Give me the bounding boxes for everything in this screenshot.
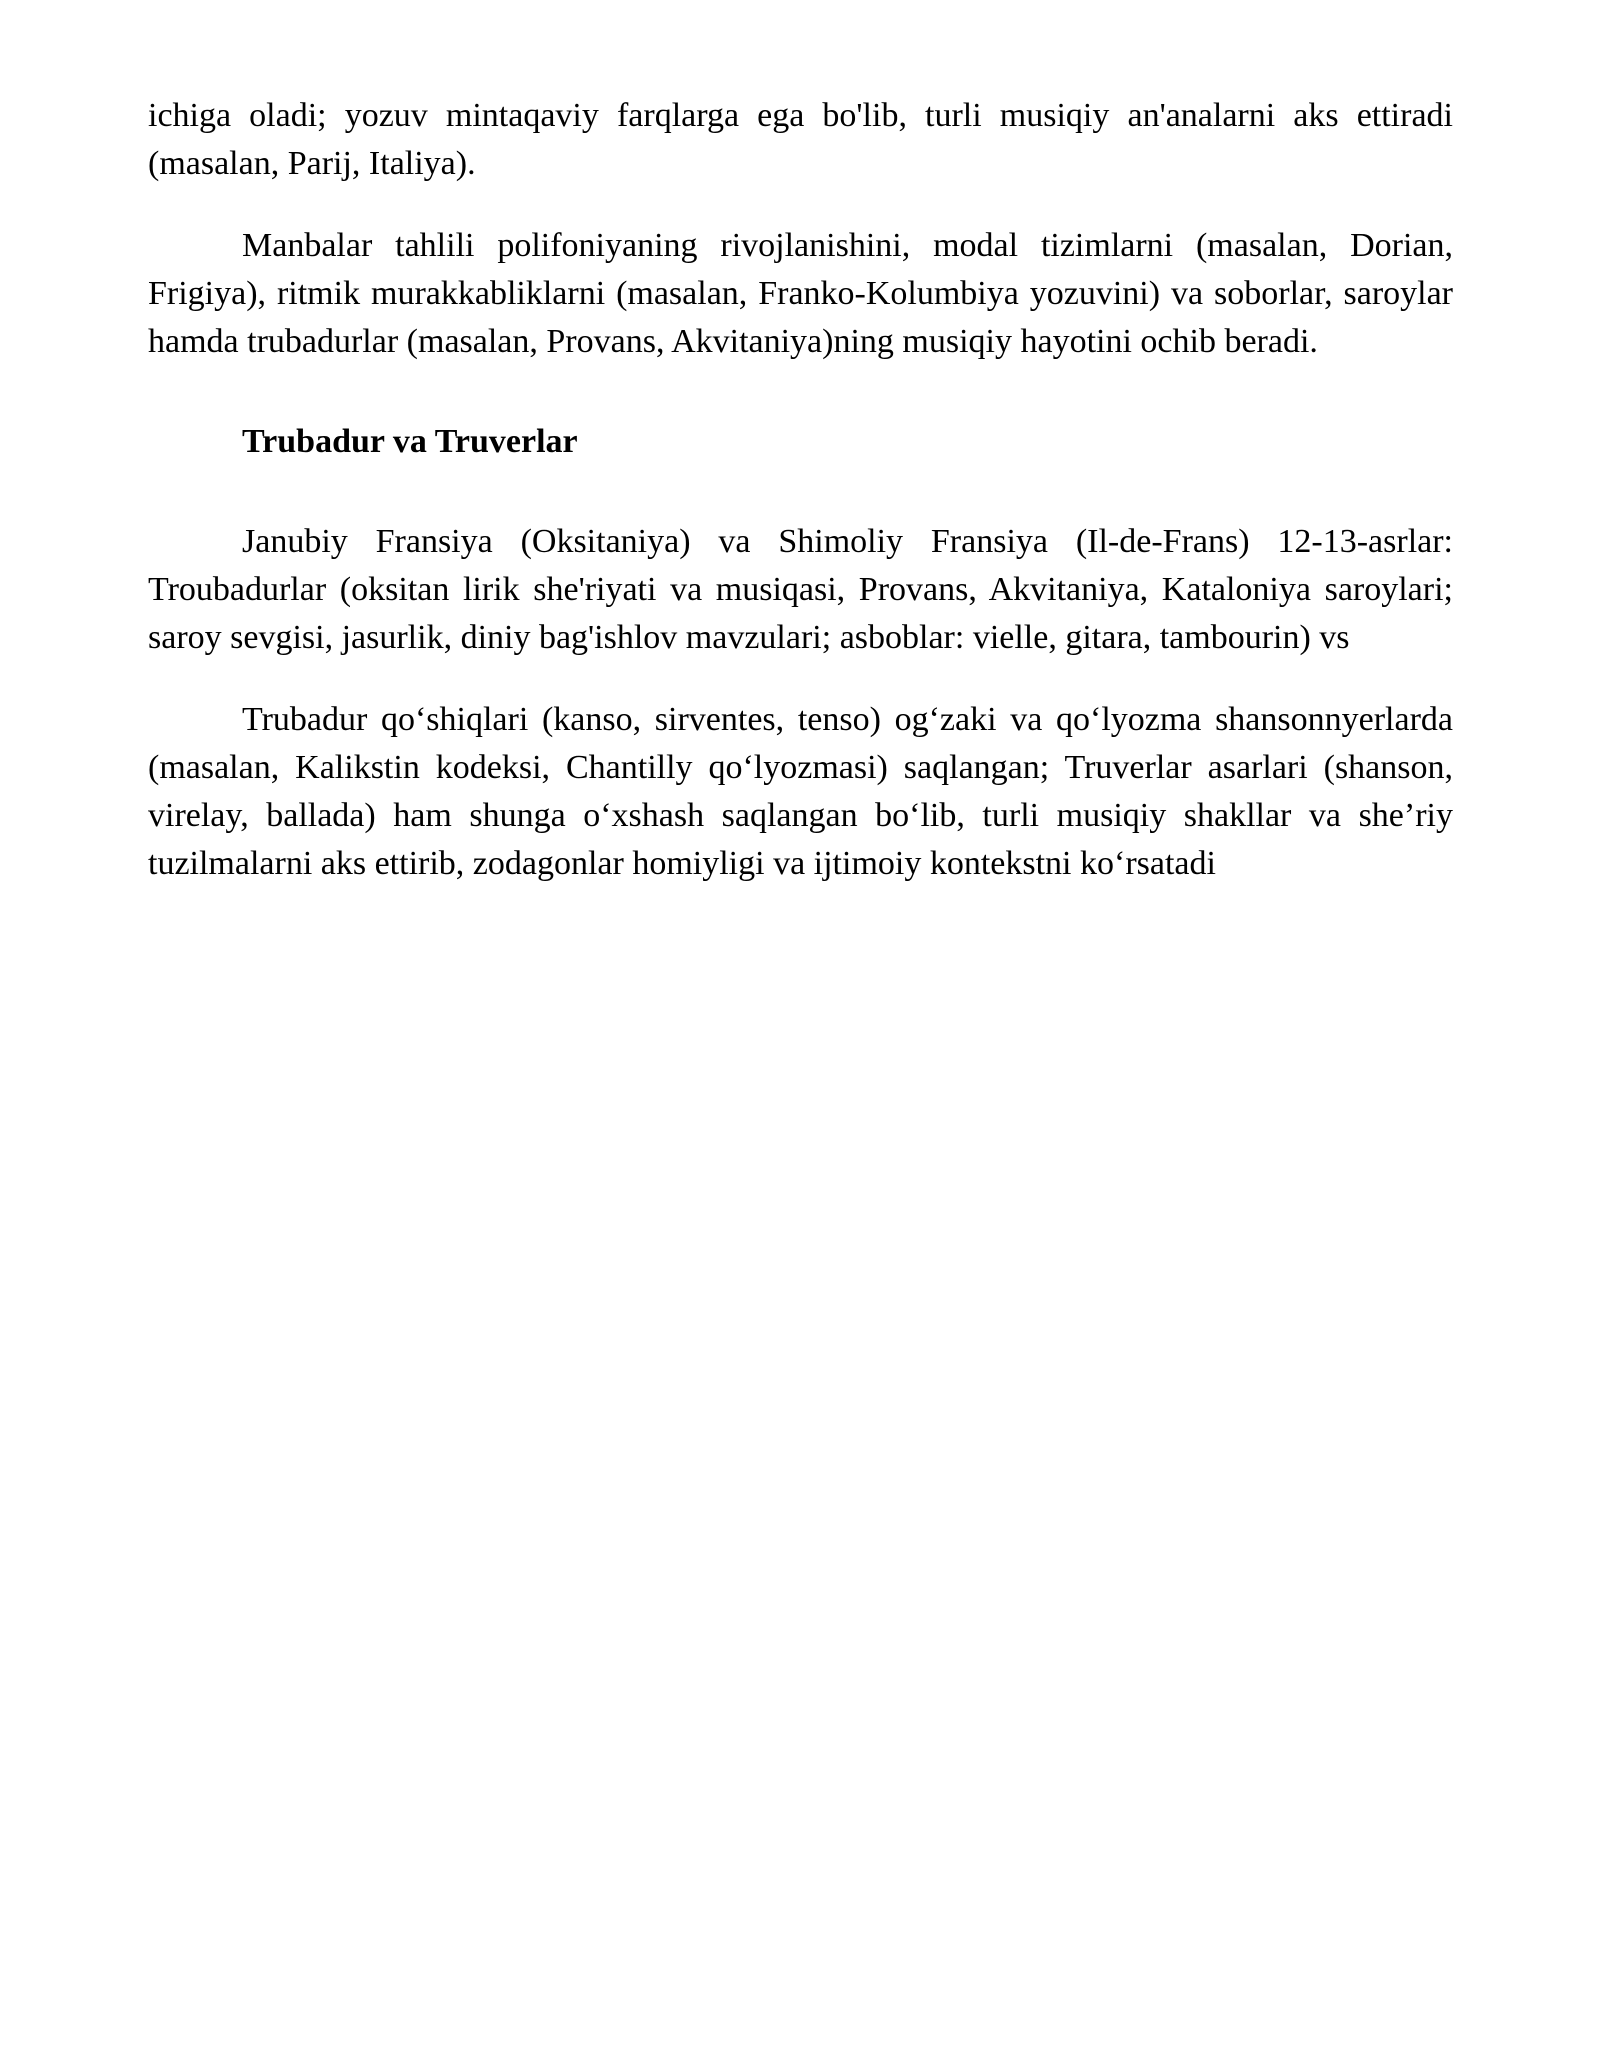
document-body [148, 92, 1453, 888]
paragraph-continuation: ichiga oladi; yozuv mintaqaviy farqlarga ega bo'lib, turli musiqiy an'analarni aks ettiradi (masalan, Parij, Italiya). [148, 97, 1453, 182]
section-heading: Trubadur va Truverlar [242, 423, 578, 460]
paragraph-sources-analysis: Manbalar tahlili polifoniyaning rivojlanishini, modal tizimlarni (masalan, Dorian, Frigiya), ritmik murakkabliklarni (masalan, Franko-Kolumbiya yozuvini) va soborlar, saroylar hamda trubadurlar (masalan, Provans, Akvitaniya)ning musiqiy hayotini ochib beradi. [148, 227, 1453, 360]
paragraph-songs-preservation: Trubadur qo‘shiqlari (kanso, sirventes, tenso) og‘zaki va qo‘lyozma shansonnyerlarda (masalan, Kalikstin kodeksi, Chantilly qo‘lyozmasi) saqlangan; Truverlar asarlari (shanson, virelay, ballada) ham shunga o‘xshash saqlangan bo‘lib, turli musiqiy shakllar va she’riy tuzilmalarni aks ettirib, zodagonlar homiyligi va ijtimoiy kontekstni ko‘rsatadi [148, 701, 1453, 882]
paragraph-troubadours: Janubiy Fransiya (Oksitaniya) va Shimoliy Fransiya (Il-de-Frans) 12-13-asrlar: Troubadurlar (oksitan lirik she'riyati va musiqasi, Provans, Akvitaniya, Kataloniya saroylari; saroy sevgisi, jasurlik, diniy bag'ishlov mavzulari; asboblar: vielle, gitara, tambourin) vs [148, 523, 1453, 656]
